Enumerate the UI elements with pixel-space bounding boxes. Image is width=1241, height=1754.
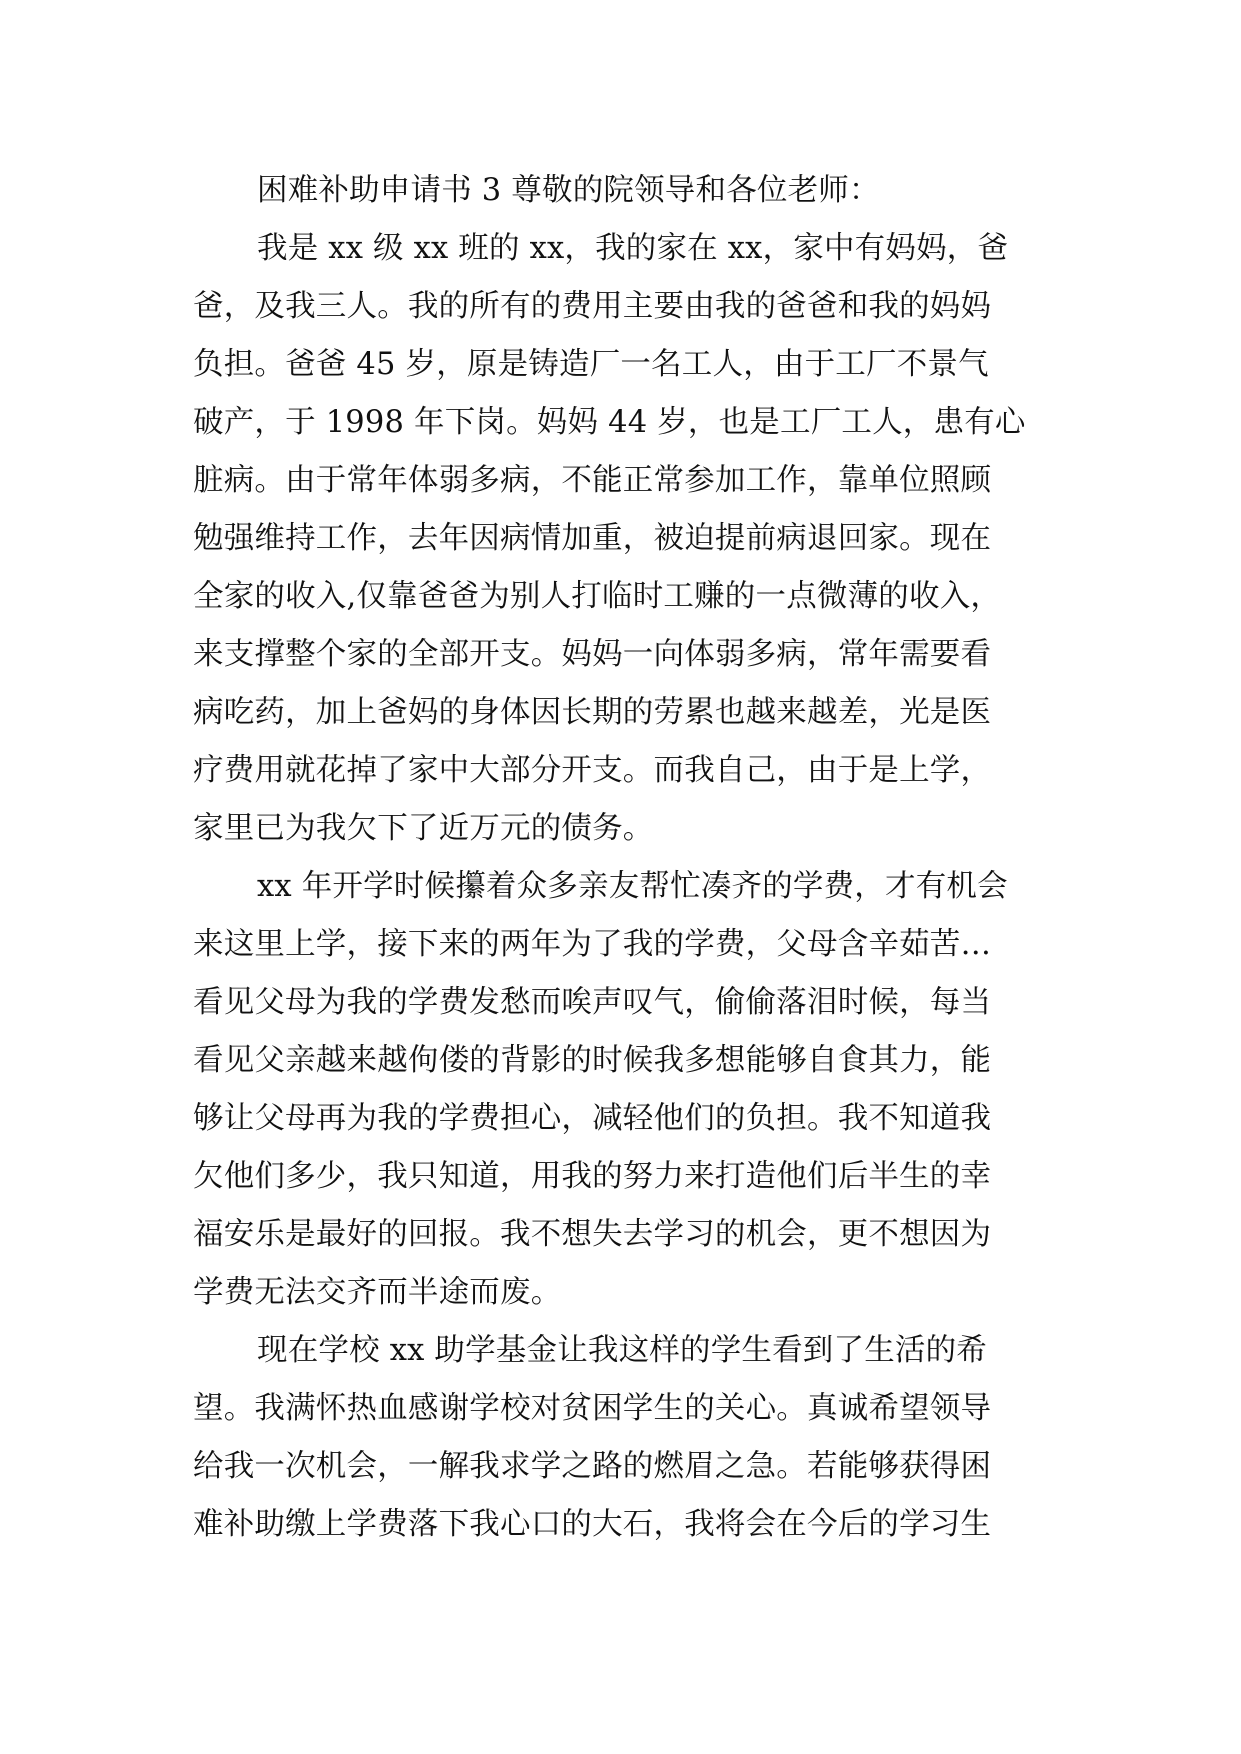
text-line: 破产，于 1998 年下岗。妈妈 44 岁，也是工厂工人，患有心 [193, 405, 1026, 440]
text-line: 病吃药，加上爸妈的身体因长期的劳累也越来越差，光是医 [193, 695, 992, 730]
paragraph-family-situation [193, 220, 1053, 858]
text-line: 勉强维持工作，去年因病情加重，被迫提前病退回家。现在 [193, 521, 992, 556]
text-line: 家里已为我欠下了近万元的债务。 [193, 811, 654, 846]
text-line: 来支撑整个家的全部开支。妈妈一向体弱多病，常年需要看 [193, 637, 992, 672]
text-line: 难补助缴上学费落下我心口的大石，我将会在今后的学习生 [193, 1507, 992, 1542]
text-line: 负担。爸爸 45 岁，原是铸造厂一名工人，由于工厂不景气 [193, 347, 989, 382]
paragraph-tuition-hardship [193, 858, 1053, 1322]
text-line: 脏病。由于常年体弱多病，不能正常参加工作，靠单位照顾 [193, 463, 992, 498]
text-line: xx 年开学时候攥着众多亲友帮忙凑齐的学费，才有机会 [257, 869, 1008, 904]
text-line: 看见父母为我的学费发愁而唉声叹气，偷偷落泪时候，每当 [193, 985, 992, 1020]
text-line: 福安乐是最好的回报。我不想失去学习的机会，更不想因为 [193, 1217, 992, 1252]
text-line: 困难补助申请书 3 尊敬的院领导和各位老师： [257, 173, 880, 208]
text-line: 看见父亲越来越佝偻的背影的时候我多想能够自食其力，能 [193, 1043, 992, 1078]
paragraph-gratitude-request [193, 1322, 1053, 1554]
text-line: 望。我满怀热血感谢学校对贫困学生的关心。真诚希望领导 [193, 1391, 992, 1426]
text-line: 疗费用就花掉了家中大部分开支。而我自己，由于是上学， [193, 753, 992, 788]
document-body [193, 162, 1053, 1554]
text-line: 够让父母再为我的学费担心，减轻他们的负担。我不知道我 [193, 1101, 992, 1136]
text-line: 学费无法交齐而半途而废。 [193, 1275, 562, 1310]
text-line: 现在学校 xx 助学基金让我这样的学生看到了生活的希 [257, 1333, 987, 1368]
text-line: 我是 xx 级 xx 班的 xx，我的家在 xx，家中有妈妈，爸 [257, 231, 1009, 266]
text-line: 爸，及我三人。我的所有的费用主要由我的爸爸和我的妈妈 [193, 289, 992, 324]
text-line: 欠他们多少，我只知道，用我的努力来打造他们后半生的幸 [193, 1159, 992, 1194]
text-line: 全家的收入,仅靠爸爸为别人打临时工赚的一点微薄的收入， [193, 579, 1002, 614]
text-line: 来这里上学，接下来的两年为了我的学费，父母含辛茹苦… [193, 927, 992, 962]
text-line: 给我一次机会，一解我求学之路的燃眉之急。若能够获得困 [193, 1449, 992, 1484]
paragraph-title-greeting [193, 162, 1053, 220]
